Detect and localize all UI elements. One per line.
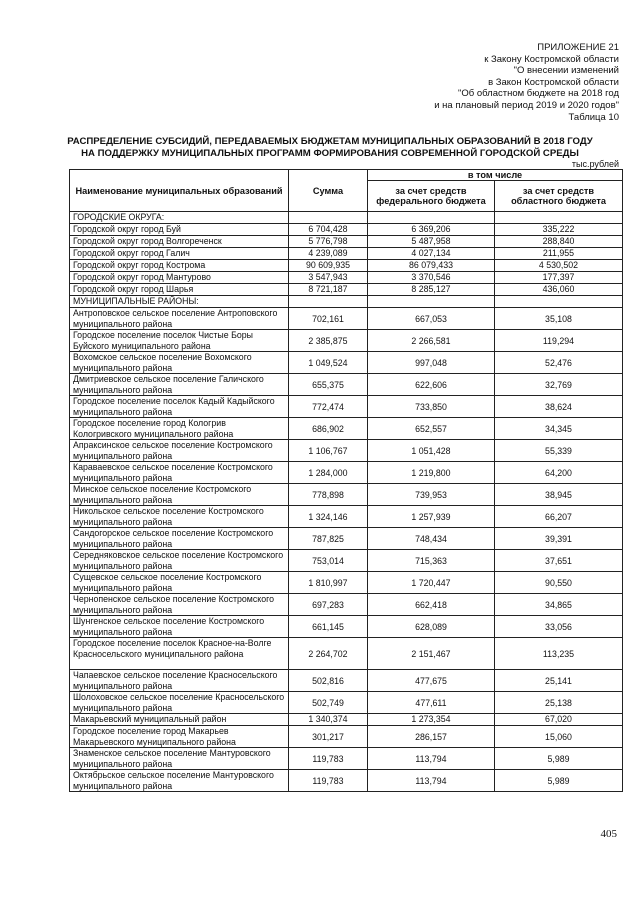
row-name: Минское сельское поселение Костромского муниципального района xyxy=(70,484,289,506)
annex-line: "Об областном бюджете на 2018 год xyxy=(458,88,619,100)
row-sum: 119,783 xyxy=(289,748,368,770)
empty-cell xyxy=(495,296,623,308)
row-regional: 25,138 xyxy=(495,692,623,714)
table-row xyxy=(70,594,623,616)
row-federal: 667,053 xyxy=(368,308,495,330)
row-regional: 177,397 xyxy=(495,272,623,284)
row-federal: 286,157 xyxy=(368,726,495,748)
row-regional: 67,020 xyxy=(495,714,623,726)
row-name: Дмитриевское сельское поселение Галичского муниципального района xyxy=(70,374,289,396)
table-row xyxy=(70,528,623,550)
row-regional: 39,391 xyxy=(495,528,623,550)
row-sum: 2 264,702 xyxy=(289,638,368,670)
row-name: Городской округ город Шарья xyxy=(70,284,289,296)
row-name: Чапаевское сельское поселение Красносельского муниципального района xyxy=(70,670,289,692)
row-sum: 1 324,146 xyxy=(289,506,368,528)
row-sum: 787,825 xyxy=(289,528,368,550)
row-regional: 37,651 xyxy=(495,550,623,572)
row-federal: 8 285,127 xyxy=(368,284,495,296)
table-row xyxy=(70,748,623,770)
row-sum: 697,283 xyxy=(289,594,368,616)
table-row xyxy=(70,484,623,506)
row-regional: 335,222 xyxy=(495,224,623,236)
table-row xyxy=(70,396,623,418)
annex-line: Таблица 10 xyxy=(568,111,619,123)
table-row xyxy=(70,770,623,792)
table-row xyxy=(70,352,623,374)
table-row xyxy=(70,272,623,284)
table-row xyxy=(70,308,623,330)
annex-line: к Закону Костромской области xyxy=(484,53,619,65)
row-sum: 8 721,187 xyxy=(289,284,368,296)
row-federal: 2 266,581 xyxy=(368,330,495,352)
row-regional: 90,550 xyxy=(495,572,623,594)
header-sum: Сумма xyxy=(289,170,368,212)
row-sum: 1 106,767 xyxy=(289,440,368,462)
row-regional: 34,865 xyxy=(495,594,623,616)
row-sum: 702,161 xyxy=(289,308,368,330)
row-name: Сандогорское сельское поселение Костромского муниципального района xyxy=(70,528,289,550)
row-name: Городское поселение поселок Красное-на-Волге Красносельского муниципального района xyxy=(70,638,289,670)
row-regional: 113,235 xyxy=(495,638,623,670)
row-sum: 3 547,943 xyxy=(289,272,368,284)
row-name: Городское поселение поселок Чистые Боры Буйского муниципального района xyxy=(70,330,289,352)
row-sum: 661,145 xyxy=(289,616,368,638)
table-row xyxy=(70,550,623,572)
row-federal: 5 487,958 xyxy=(368,236,495,248)
row-federal: 3 370,546 xyxy=(368,272,495,284)
row-regional: 64,200 xyxy=(495,462,623,484)
row-name: Вохомское сельское поселение Вохомского муниципального района xyxy=(70,352,289,374)
row-sum: 502,749 xyxy=(289,692,368,714)
row-sum: 753,014 xyxy=(289,550,368,572)
row-federal: 1 257,939 xyxy=(368,506,495,528)
row-sum: 1 049,524 xyxy=(289,352,368,374)
row-federal: 2 151,467 xyxy=(368,638,495,670)
header-name: Наименование муниципальных образований xyxy=(70,170,289,212)
row-sum: 119,783 xyxy=(289,770,368,792)
table-row xyxy=(70,462,623,484)
table-row xyxy=(70,374,623,396)
row-sum: 502,816 xyxy=(289,670,368,692)
row-name: Караваевское сельское поселение Костромского муниципального района xyxy=(70,462,289,484)
row-sum: 5 776,798 xyxy=(289,236,368,248)
row-federal: 1 051,428 xyxy=(368,440,495,462)
row-name: Городской округ город Волгореченск xyxy=(70,236,289,248)
row-federal: 622,606 xyxy=(368,374,495,396)
header-federal: за счет средств федерального бюджета xyxy=(368,181,495,212)
row-federal: 477,675 xyxy=(368,670,495,692)
row-regional: 38,624 xyxy=(495,396,623,418)
row-name: Чернопенское сельское поселение Костромского муниципального района xyxy=(70,594,289,616)
row-regional: 5,989 xyxy=(495,748,623,770)
table-body xyxy=(70,212,623,792)
row-regional: 4 530,502 xyxy=(495,260,623,272)
row-regional: 66,207 xyxy=(495,506,623,528)
row-federal: 86 079,433 xyxy=(368,260,495,272)
subsidy-table xyxy=(69,169,623,792)
annex-line: "О внесении изменений xyxy=(513,65,619,77)
table-row xyxy=(70,330,623,352)
row-federal: 662,418 xyxy=(368,594,495,616)
row-federal: 4 027,134 xyxy=(368,248,495,260)
row-sum: 778,898 xyxy=(289,484,368,506)
row-sum: 6 704,428 xyxy=(289,224,368,236)
row-name: Макарьевский муниципальный район xyxy=(70,714,289,726)
row-name: Шолоховское сельское поселение Красносельского муниципального района xyxy=(70,692,289,714)
row-name: Сущевское сельское поселение Костромского муниципального района xyxy=(70,572,289,594)
row-sum: 1 810,997 xyxy=(289,572,368,594)
annex-line: в Закон Костромской области xyxy=(488,76,619,88)
table-row xyxy=(70,260,623,272)
row-regional: 55,339 xyxy=(495,440,623,462)
row-federal: 113,794 xyxy=(368,748,495,770)
row-name: Никольское сельское поселение Костромского муниципального района xyxy=(70,506,289,528)
row-name: Городское поселение поселок Кадый Кадыйского муниципального района xyxy=(70,396,289,418)
row-name: Городской округ город Галич xyxy=(70,248,289,260)
row-federal: 997,048 xyxy=(368,352,495,374)
table-row xyxy=(70,440,623,462)
row-sum: 655,375 xyxy=(289,374,368,396)
row-name: Городское поселение город Макарьев Макарьевского муниципального района xyxy=(70,726,289,748)
row-name: Городское поселение город Кологрив Кологривского муниципального района xyxy=(70,418,289,440)
row-name: Городской округ город Кострома xyxy=(70,260,289,272)
unit-label: тыс.рублей xyxy=(571,159,619,169)
row-federal: 1 273,354 xyxy=(368,714,495,726)
row-regional: 33,056 xyxy=(495,616,623,638)
row-regional: 119,294 xyxy=(495,330,623,352)
row-federal: 652,557 xyxy=(368,418,495,440)
title-line: РАСПРЕДЕЛЕНИЕ СУБСИДИЙ, ПЕРЕДАВАЕМЫХ БЮДЖЕТАМ МУНИЦИПАЛЬНЫХ ОБРАЗОВАНИЙ В 2018 ГОДУ xyxy=(67,136,593,147)
row-sum: 2 385,875 xyxy=(289,330,368,352)
row-federal: 628,089 xyxy=(368,616,495,638)
row-sum: 772,474 xyxy=(289,396,368,418)
header-regional: за счет средств областного бюджета xyxy=(495,181,623,212)
row-regional: 34,345 xyxy=(495,418,623,440)
row-regional: 25,141 xyxy=(495,670,623,692)
table-row xyxy=(70,726,623,748)
table-row xyxy=(70,236,623,248)
empty-cell xyxy=(368,296,495,308)
row-name: Антроповское сельское поселение Антроповского муниципального района xyxy=(70,308,289,330)
row-name: Апраксинское сельское поселение Костромского муниципального района xyxy=(70,440,289,462)
row-regional: 436,060 xyxy=(495,284,623,296)
row-regional: 52,476 xyxy=(495,352,623,374)
row-federal: 477,611 xyxy=(368,692,495,714)
table-row xyxy=(70,572,623,594)
row-name: Городской округ город Мантурово xyxy=(70,272,289,284)
header-including: в том числе xyxy=(368,170,623,181)
row-federal: 1 219,800 xyxy=(368,462,495,484)
row-regional: 288,840 xyxy=(495,236,623,248)
row-regional: 5,989 xyxy=(495,770,623,792)
page-number: 405 xyxy=(600,828,617,840)
empty-cell xyxy=(289,296,368,308)
table-row xyxy=(70,714,623,726)
row-sum: 686,902 xyxy=(289,418,368,440)
row-federal: 715,363 xyxy=(368,550,495,572)
document-title xyxy=(30,136,630,160)
row-name: Октябрьское сельское поселение Мантуровского муниципального района xyxy=(70,770,289,792)
row-federal: 113,794 xyxy=(368,770,495,792)
row-federal: 739,953 xyxy=(368,484,495,506)
table-row xyxy=(70,284,623,296)
annex-line: ПРИЛОЖЕНИЕ 21 xyxy=(537,42,619,53)
table-row xyxy=(70,248,623,260)
section-urban-districts: ГОРОДСКИЕ ОКРУГА: xyxy=(70,212,289,224)
row-regional: 211,955 xyxy=(495,248,623,260)
row-regional: 32,769 xyxy=(495,374,623,396)
row-sum: 4 239,089 xyxy=(289,248,368,260)
row-federal: 733,850 xyxy=(368,396,495,418)
table-row xyxy=(70,692,623,714)
table-row xyxy=(70,418,623,440)
row-name: Шунгенское сельское поселение Костромского муниципального района xyxy=(70,616,289,638)
table-row xyxy=(70,670,623,692)
table-row xyxy=(70,296,623,308)
table-row xyxy=(70,616,623,638)
row-sum: 301,217 xyxy=(289,726,368,748)
annex-line: и на плановый период 2019 и 2020 годов" xyxy=(434,99,619,111)
annex-header xyxy=(279,42,619,123)
row-regional: 38,945 xyxy=(495,484,623,506)
row-regional: 15,060 xyxy=(495,726,623,748)
row-name: Знаменское сельское поселение Мантуровского муниципального района xyxy=(70,748,289,770)
row-sum: 1 284,000 xyxy=(289,462,368,484)
table-row xyxy=(70,638,623,670)
row-name: Середняковское сельское поселение Костромского муниципального района xyxy=(70,550,289,572)
table-row xyxy=(70,506,623,528)
row-sum: 1 340,374 xyxy=(289,714,368,726)
row-name: Городской округ город Буй xyxy=(70,224,289,236)
row-federal: 748,434 xyxy=(368,528,495,550)
row-regional: 35,108 xyxy=(495,308,623,330)
row-federal: 6 369,206 xyxy=(368,224,495,236)
title-line: НА ПОДДЕРЖКУ МУНИЦИПАЛЬНЫХ ПРОГРАММ ФОРМИРОВАНИЯ СОВРЕМЕННОЙ ГОРОДСКОЙ СРЕДЫ xyxy=(81,148,579,159)
row-federal: 1 720,447 xyxy=(368,572,495,594)
table-row xyxy=(70,224,623,236)
row-sum: 90 609,935 xyxy=(289,260,368,272)
section-municipal-districts: МУНИЦИПАЛЬНЫЕ РАЙОНЫ: xyxy=(70,296,289,308)
